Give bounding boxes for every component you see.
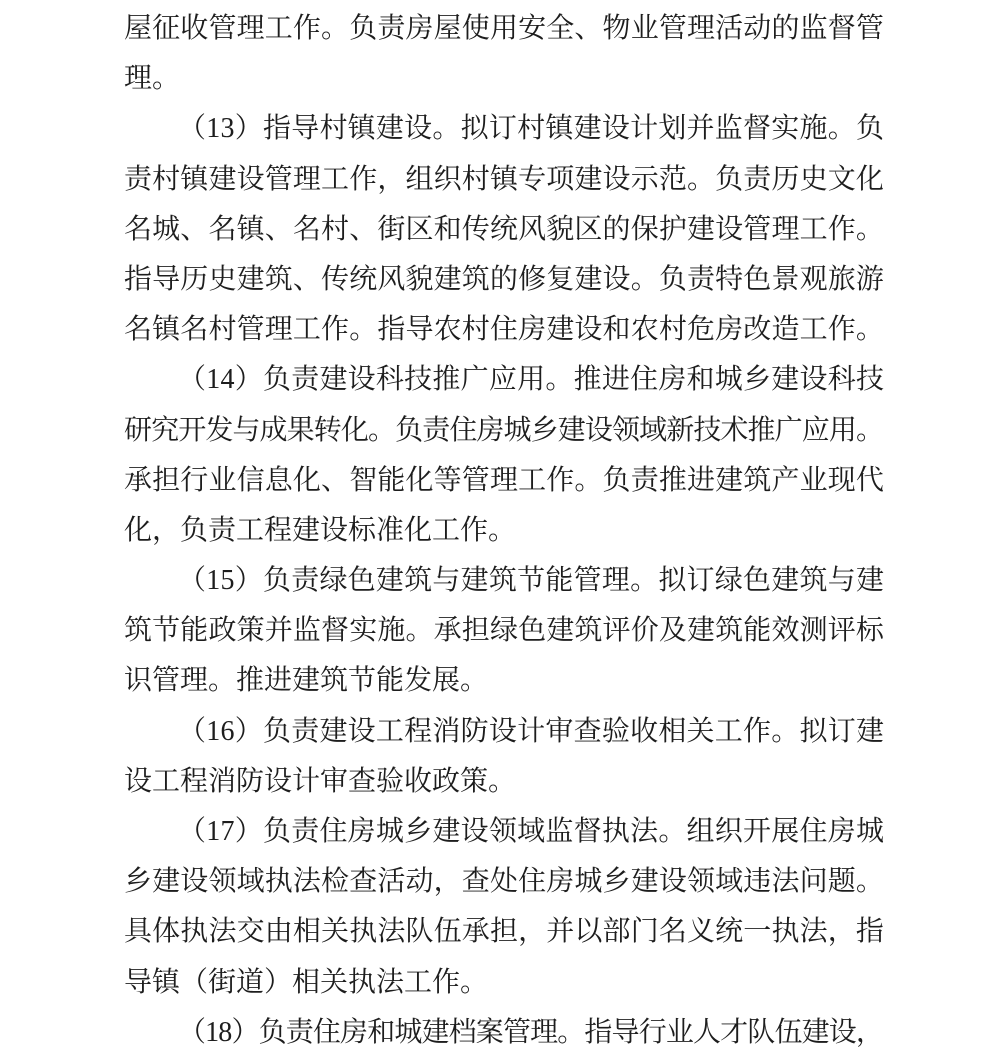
document-line <box>124 104 884 154</box>
document-line <box>124 54 884 104</box>
document-body <box>124 4 884 1056</box>
line-text: 名镇名村管理工作。指导农村住房建设和农村危房改造工作。 <box>124 314 885 346</box>
document-line <box>124 606 884 656</box>
line-text: 具体执法交由相关执法队伍承担，并以部门名义统一执法，指 <box>124 916 885 948</box>
line-text: 乡建设领域执法检查活动，查处住房城乡建设领域违法问题。 <box>124 866 885 898</box>
document-line <box>124 556 884 606</box>
document-line <box>124 807 884 857</box>
document-line <box>124 155 884 205</box>
document-line <box>124 757 884 807</box>
line-text: 设工程消防设计审查验收政策。 <box>124 765 517 797</box>
line-text: （14）负责建设科技推广应用。推进住房和城乡建设科技 <box>178 364 885 396</box>
line-text: （16）负责建设工程消防设计审查验收相关工作。拟订建 <box>178 715 885 747</box>
line-text: （18）负责住房和城建档案管理。指导行业人才队伍建设， <box>178 1016 884 1048</box>
document-line <box>124 456 884 506</box>
document-line <box>124 355 884 405</box>
document-line <box>124 857 884 907</box>
line-text: 识管理。推进建筑节能发展。 <box>124 665 489 697</box>
line-text: （17）负责住房城乡建设领域监督执法。组织开展住房城 <box>178 816 885 847</box>
line-text: 理。 <box>124 63 181 95</box>
document-line <box>124 4 884 54</box>
line-text: 责村镇建设管理工作，组织村镇专项建设示范。负责历史文化 <box>124 163 885 195</box>
line-text: 承担行业信息化、智能化等管理工作。负责推进建筑产业现代 <box>124 464 885 496</box>
document-line <box>124 406 884 456</box>
document-line <box>124 707 884 757</box>
document-line <box>124 305 884 355</box>
document-line <box>124 907 884 957</box>
line-text: 指导历史建筑、传统风貌建筑的修复建设。负责特色景观旅游 <box>124 263 885 295</box>
document-line <box>124 656 884 706</box>
document-line <box>124 1008 884 1056</box>
document-line <box>124 506 884 556</box>
line-text: 研究开发与成果转化。负责住房城乡建设领域新技术推广应用。 <box>124 414 884 446</box>
line-text: 化，负责工程建设标准化工作。 <box>124 514 517 546</box>
line-text: （15）负责绿色建筑与建筑节能管理。拟订绿色建筑与建 <box>178 565 885 597</box>
line-text: （13）指导村镇建设。拟订村镇建设计划并监督实施。负 <box>178 113 885 145</box>
line-text: 筑节能政策并监督实施。承担绿色建筑评价及建筑能效测评标 <box>124 615 885 647</box>
document-line <box>124 255 884 305</box>
document-line <box>124 958 884 1008</box>
line-text: 名城、名镇、名村、街区和传统风貌区的保护建设管理工作。 <box>124 213 885 245</box>
line-text: 导镇（街道）相关执法工作。 <box>124 966 489 998</box>
document-line <box>124 205 884 255</box>
line-text: 屋征收管理工作。负责房屋使用安全、物业管理活动的监督管 <box>124 13 885 44</box>
